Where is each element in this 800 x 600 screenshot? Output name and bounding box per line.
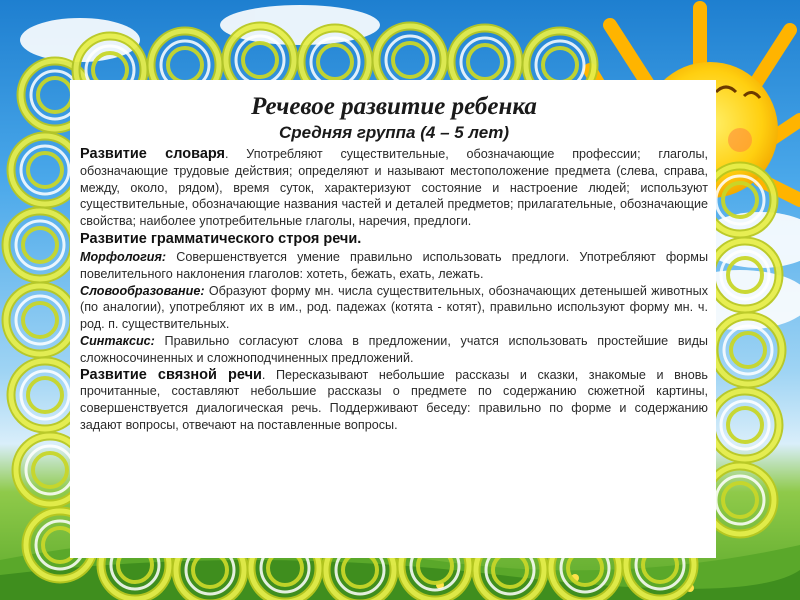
morphology-text: Совершенствуется умение правильно использовать предлоги. Употребляют формы повелительного наклонения глаголов: хотеть, бежать, ехать, лежать. [80,249,708,281]
word-formation-text: Образуют форму мн. числа существительных, обозначающих детенышей животных (по аналогии), употребляют их в им., род. падежах (котята - котят), правильно используют форму мн. ч. род. п. существительных. [80,283,708,332]
syntax-heading: Синтаксис: [80,333,155,348]
syntax-text: Правильно согласуют слова в предложении, учатся использовать простейшие виды сложносочиненных и сложноподчиненных предложений. [80,333,708,365]
page-title: Речевое развитие ребенка [251,93,537,120]
vocabulary-text: . Употребляют существительные, обозначающие профессии; глаголы, обозначающие трудовые действия; определяют и называют местоположение предмета (слева, справа, между, около, рядом), время суток, характеризуют состояние и настроение людей; используют существительные, обозначающие названия частей и деталей предметов; прилагательные, обозначающие свойства; наиболее употребительные глаголы, наречия, предлоги. [80,147,708,229]
coherent-speech-heading: Развитие связной речи [80,366,262,383]
grammar-heading-tail: . [357,230,362,247]
coherent-speech-paragraph [80,367,708,434]
grammar-heading-line [80,230,708,249]
grammar-heading: Развитие грамматического строя речи [80,230,358,247]
vocabulary-paragraph [80,146,708,230]
syntax-paragraph [80,333,708,367]
vocabulary-heading: Развитие словаря [80,146,226,162]
morphology-heading: Морфология: [80,249,167,264]
morphology-paragraph [80,249,708,283]
coherent-speech-text: . Пересказывают небольшие рассказы и сказки, знакомые и вновь прочитанные, составляют небольшие рассказы о предмете по содержанию сюжетной картины, совершенствуется диалогическая речь. Поддерживают беседу: правильно по форме и содержанию задают вопросы, отвечают на поставленные вопросы. [80,367,708,432]
page-subtitle: Средняя группа (4 – 5 лет) [278,123,510,142]
word-formation-paragraph [80,283,708,333]
word-formation-heading: Словообразование: [80,283,205,298]
content-card [70,80,716,558]
